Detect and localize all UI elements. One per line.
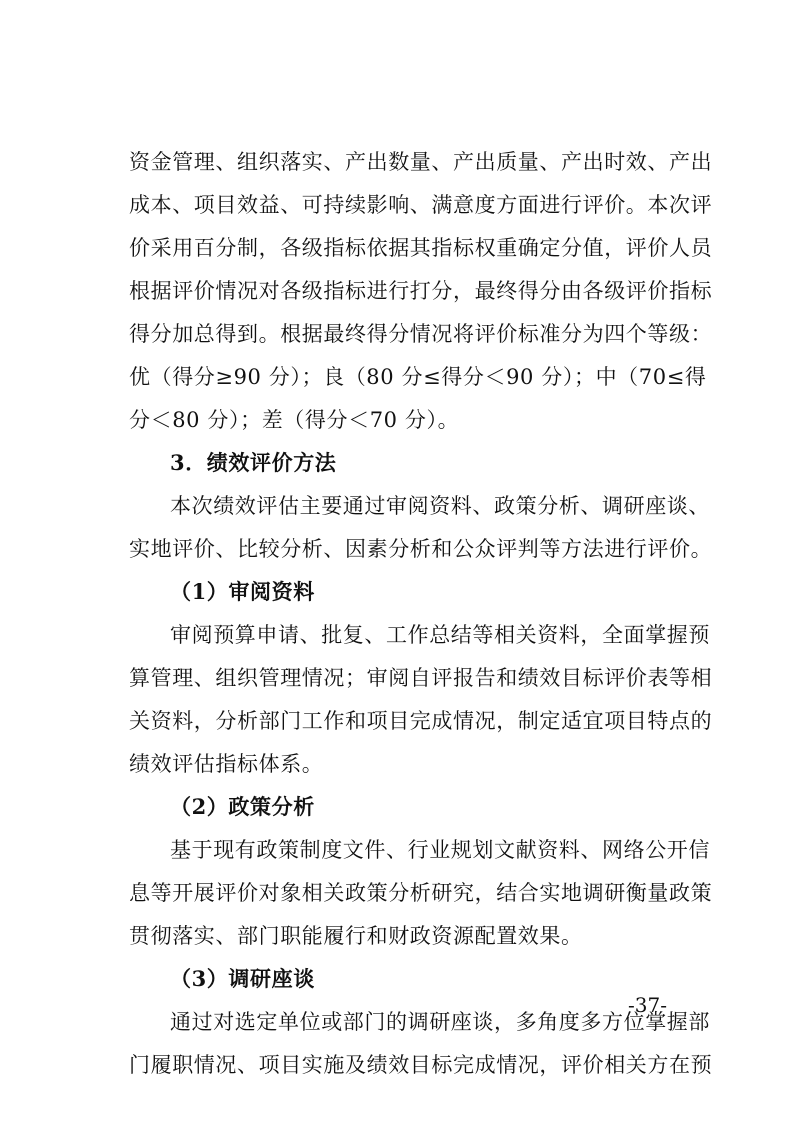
body-text-line: 根据评价情况对各级指标进行打分，最终得分由各级评价指标 <box>129 279 713 303</box>
body-text-line: 本次绩效评估主要通过审阅资料、政策分析、调研座谈、 <box>170 494 710 518</box>
page-number: -37- <box>628 993 667 1017</box>
section-heading-3: 3．绩效评价方法 <box>170 450 337 475</box>
subsection-heading-3: （3）调研座谈 <box>170 966 315 991</box>
body-text-line: 算管理、组织管理情况；审阅自评报告和绩效目标评价表等相 <box>129 666 713 690</box>
body-text-line: 基于现有政策制度文件、行业规划文献资料、网络公开信 <box>170 838 710 862</box>
body-text-line: 分＜80 分）；差（得分＜70 分）。 <box>129 408 460 432</box>
body-text-line: 门履职情况、项目实施及绩效目标完成情况，评价相关方在预 <box>129 1053 713 1077</box>
subsection-heading-2: （2）政策分析 <box>170 794 315 819</box>
body-text-line: 通过对选定单位或部门的调研座谈，多角度多方位掌握部 <box>170 1010 710 1034</box>
body-text-line: 价采用百分制，各级指标依据其指标权重确定分值，评价人员 <box>129 236 713 260</box>
body-text-line: 实地评价、比较分析、因素分析和公众评判等方法进行评价。 <box>129 537 713 561</box>
subsection-heading-1: （1）审阅资料 <box>170 579 315 604</box>
body-text-line: 得分加总得到。根据最终得分情况将评价标准分为四个等级： <box>129 322 713 346</box>
body-text-line: 优（得分≥90 分）；良（80 分≤得分＜90 分）；中（70≤得 <box>129 365 707 389</box>
body-text-line: 绩效评估指标体系。 <box>129 752 324 776</box>
body-text-line: 息等开展评价对象相关政策分析研究，结合实地调研衡量政策 <box>129 881 713 905</box>
body-text-line: 资金管理、组织落实、产出数量、产出质量、产出时效、产出 <box>129 150 713 174</box>
body-text-line: 审阅预算申请、批复、工作总结等相关资料，全面掌握预 <box>170 623 710 647</box>
body-text-line: 贯彻落实、部门职能履行和财政资源配置效果。 <box>129 924 583 948</box>
body-text-line: 成本、项目效益、可持续影响、满意度方面进行评价。本次评 <box>129 193 713 217</box>
body-text-line: 关资料，分析部门工作和项目完成情况，制定适宜项目特点的 <box>129 709 713 733</box>
